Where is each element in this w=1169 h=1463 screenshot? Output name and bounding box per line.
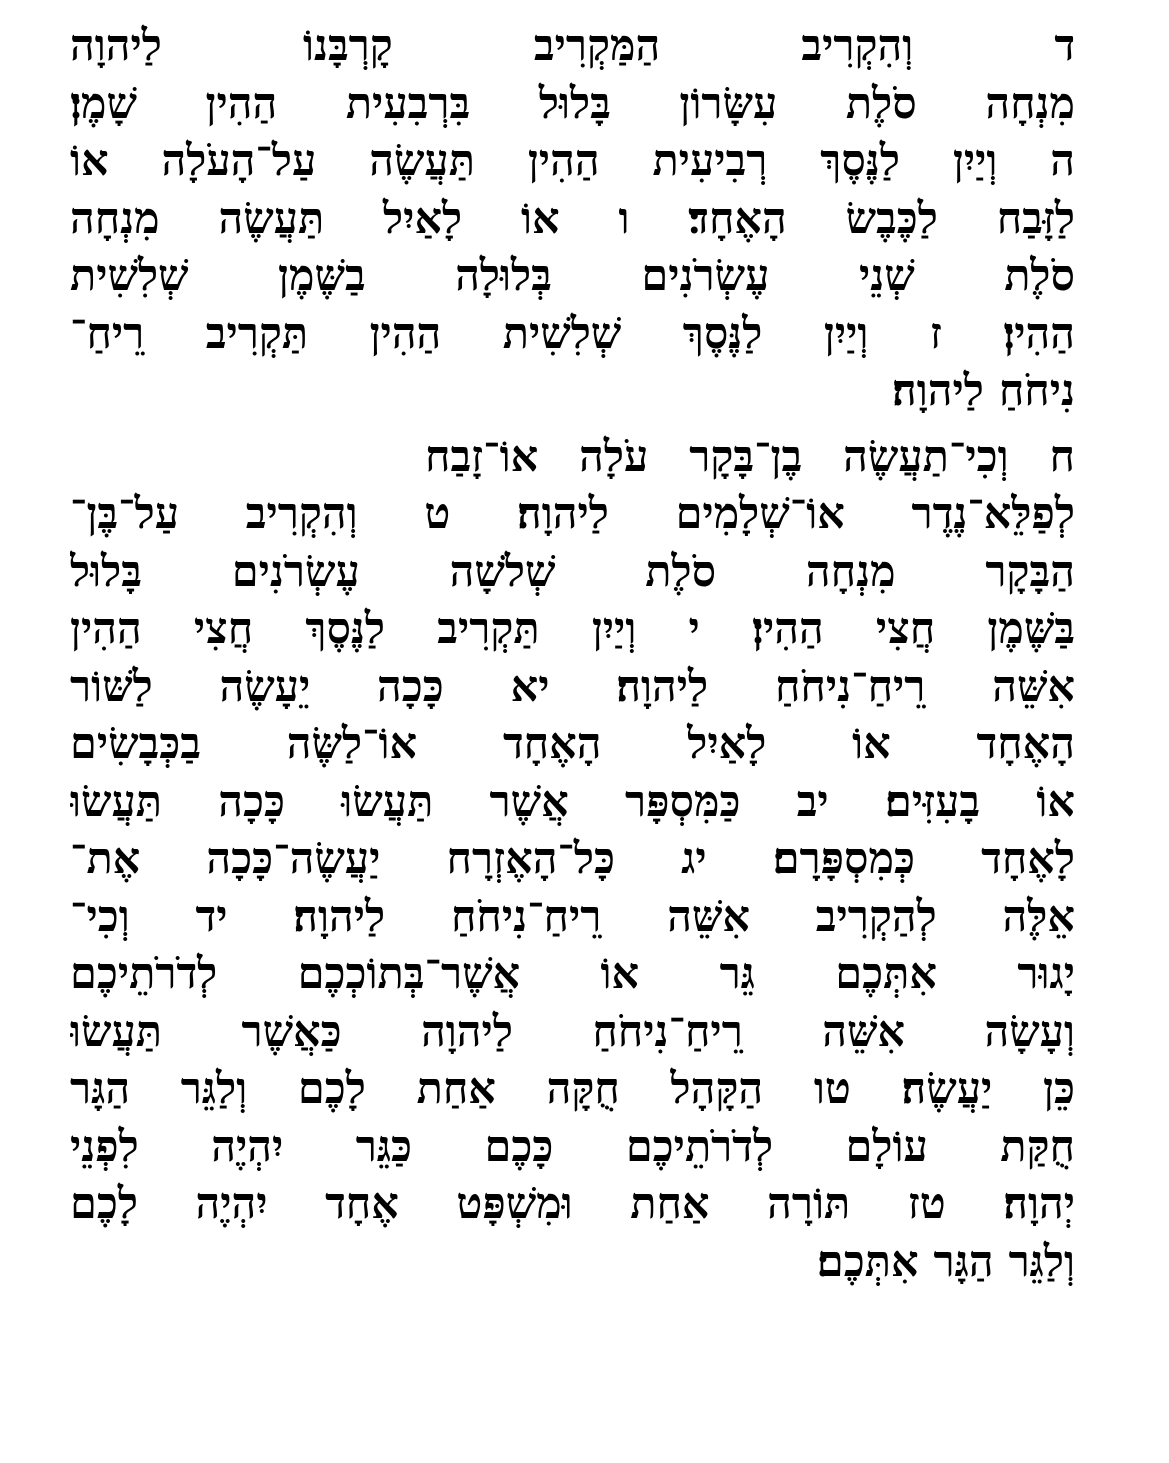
- text-line: הָאֶחָד אוֹ לָאַיִל הָאֶחָד אוֹ־לַשֶּׂה בַכְּבָשִׂים: [70, 719, 1075, 769]
- text-line: לְפַלֵּא־נֶדֶר אוֹ־שְׁלָמִים לַיהוָה׃ ט וְהִקְרִיב עַל־בֶּן־: [70, 489, 1075, 539]
- text-line: הַבָּקָר מִנְחָה סֹלֶת שְׁלֹשָׁה עֶשְׂרֹנִים בָּלוּל: [70, 546, 1075, 597]
- text-line: וְעָשָׂה אִשֵּׁה רֵיחַ־נִיחֹחַ לַיהוָה כַּאֲשֶׁר תַּעֲשׂוּ: [70, 1006, 1075, 1057]
- paragraph-1: [70, 18, 1075, 421]
- text-line: מִנְחָה סֹלֶת עִשָּׂרוֹן בָּלוּל בִּרְבִעִית הַהִין שָׁמֶן׃: [70, 78, 1075, 129]
- text-line: לָאֶחָד כְּמִסְפָּרָם׃ יג כָּל־הָאֶזְרָח יַעֲשֶׂה־כָּכָה אֶת־: [70, 834, 1075, 884]
- text-line: אוֹ בָעִזִּים׃ יב כַּמִּסְפָּר אֲשֶׁר תַּעֲשׂוּ כָּכָה תַּעֲשׂוּ: [70, 776, 1075, 827]
- text-line: כֵּן יַעֲשֶׂה׃ טו הַקָּהָל חֻקָּה אַחַת לָכֶם וְלַגֵּר הַגָּר: [70, 1064, 1075, 1114]
- scripture-page: [70, 18, 1075, 1438]
- text-line: הַהִין׃ ז וְיַיִן לַנֶּסֶךְ שְׁלִשִׁית הַהִין תַּקְרִיב רֵיחַ־: [70, 308, 1075, 359]
- text-line: ח וְכִי־תַעֲשֶׂה בֶן־בָּקָר עֹלָה אוֹ־זָבַח: [425, 431, 1075, 482]
- text-line: יָגוּר אִתְּכֶם גֵּר אוֹ אֲשֶׁר־בְּתוֹכְכֶם לְדֹרֹתֵיכֶם: [70, 949, 1075, 999]
- text-line: נִיחֹחַ לַיהוָה׃: [892, 366, 1075, 416]
- text-line: חֻקַּת עוֹלָם לְדֹרֹתֵיכֶם כָּכֶם כַּגֵּר יִהְיֶה לִפְנֵי: [70, 1121, 1075, 1172]
- text-line: ה וְיַיִן לַנֶּסֶךְ רְבִיעִית הַהִין תַּעֲשֶׂה עַל־הָעֹלָה אוֹ: [70, 136, 1075, 186]
- text-line: לַזָּבַח לַכֶּבֶשׂ הָאֶחָד׃ ו אוֹ לָאַיִל תַּעֲשֶׂה מִנְחָה: [70, 193, 1075, 244]
- text-line: יְהוָה׃ טז תּוֹרָה אַחַת וּמִשְׁפָּט אֶחָד יִהְיֶה לָכֶם: [70, 1179, 1075, 1229]
- text-line: וְלַגֵּר הַגָּר אִתְּכֶם׃: [816, 1236, 1075, 1287]
- text-line: אֵלֶּה לְהַקְרִיב אִשֵּׁה רֵיחַ־נִיחֹחַ לַיהוָה׃ יד וְכִי־: [70, 891, 1075, 942]
- text-line: ד וְהִקְרִיב הַמַּקְרִיב קָרְבָּנוֹ לַיהוָה: [70, 21, 1075, 71]
- text-line: אִשֵּׁה רֵיחַ־נִיחֹחַ לַיהוָה׃ יא כָּכָה יֵעָשֶׂה לַשּׁוֹר: [70, 661, 1075, 712]
- paragraph-2: [70, 429, 1075, 1292]
- text-line: בַּשֶּׁמֶן חֲצִי הַהִין׃ י וְיַיִן תַּקְרִיב לַנֶּסֶךְ חֲצִי הַהִין: [70, 604, 1075, 654]
- text-line: סֹלֶת שְׁנֵי עֶשְׂרֹנִים בְּלוּלָה בַשֶּׁמֶן שְׁלִשִׁית: [70, 251, 1075, 301]
